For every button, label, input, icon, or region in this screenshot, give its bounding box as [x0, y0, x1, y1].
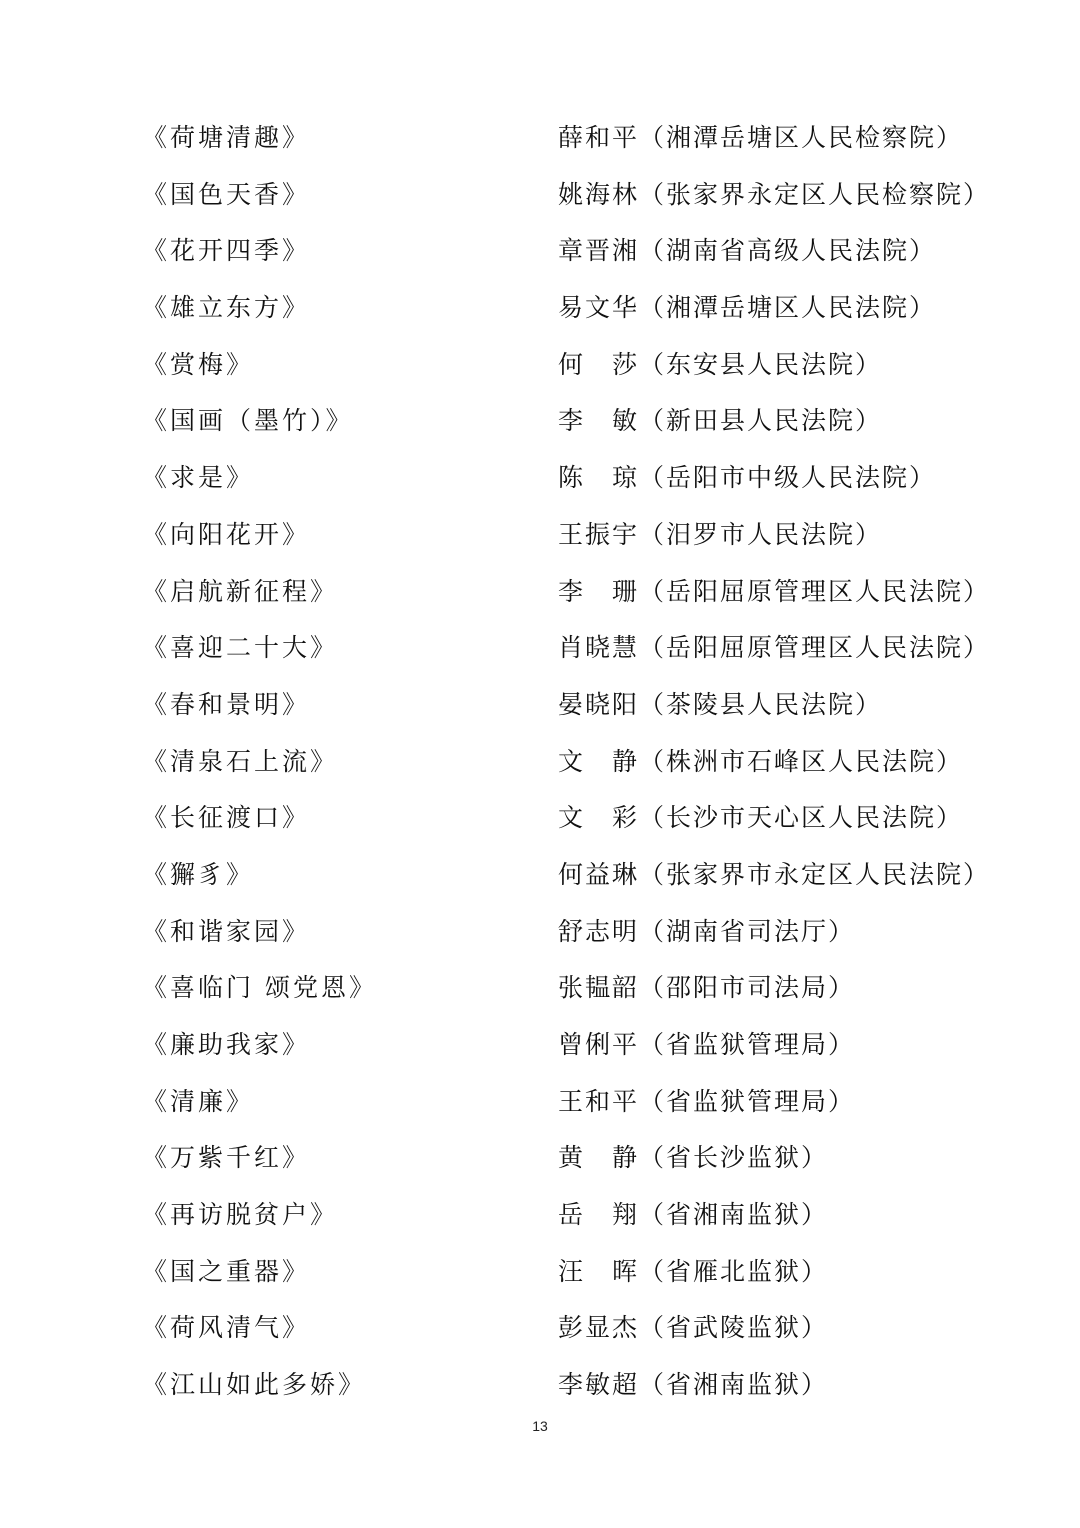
list-item — [0, 1187, 1080, 1244]
entry-author: 文 静（株洲市石峰区人民法院） — [558, 746, 964, 776]
entry-title: 《雄立东方》 — [142, 293, 311, 323]
entry-author: 晏晓阳（茶陵县人民法院） — [558, 689, 883, 719]
list-item — [0, 507, 1080, 564]
list-item — [0, 1017, 1080, 1074]
entry-author: 舒志明（湖南省司法厅） — [558, 916, 856, 946]
list-item — [0, 223, 1080, 280]
page-number: 13 — [532, 1418, 548, 1434]
entry-author: 肖晓慧（岳阳屈原管理区人民法院） — [558, 633, 991, 663]
entry-author: 姚海林（张家界永定区人民检察院） — [558, 179, 991, 209]
list-item — [0, 904, 1080, 961]
entry-title: 《江山如此多娇》 — [142, 1370, 367, 1400]
list-item — [0, 1244, 1080, 1301]
list-item — [0, 167, 1080, 224]
entry-title: 《万紫千红》 — [142, 1143, 311, 1173]
entry-author: 易文华（湘潭岳塘区人民法院） — [558, 293, 937, 323]
list-item — [0, 450, 1080, 507]
entry-title: 《国之重器》 — [142, 1256, 311, 1286]
list-item — [0, 847, 1080, 904]
entry-author: 章晋湘（湖南省高级人民法院） — [558, 236, 937, 266]
entry-author: 汪 晖（省雁北监狱） — [558, 1256, 829, 1286]
list-item — [0, 960, 1080, 1017]
entry-author: 彭显杰（省武陵监狱） — [558, 1313, 829, 1343]
entry-title: 《向阳花开》 — [142, 519, 311, 549]
entry-author: 黄 静（省长沙监狱） — [558, 1143, 829, 1173]
list-item — [0, 1130, 1080, 1187]
entry-title: 《再访脱贫户》 — [142, 1200, 339, 1230]
list-item — [0, 110, 1080, 167]
entry-title: 《赏梅》 — [142, 349, 255, 379]
list-item — [0, 790, 1080, 847]
list-item — [0, 393, 1080, 450]
entry-title: 《长征渡口》 — [142, 803, 311, 833]
entry-author: 陈 琼（岳阳市中级人民法院） — [558, 463, 937, 493]
entry-title: 《清廉》 — [142, 1086, 255, 1116]
entry-title: 《求是》 — [142, 463, 255, 493]
entry-title: 《国色天香》 — [142, 179, 311, 209]
list-item — [0, 677, 1080, 734]
entry-author: 李 敏（新田县人民法院） — [558, 406, 883, 436]
list-item — [0, 564, 1080, 621]
list-item — [0, 337, 1080, 394]
entry-author: 曾俐平（省监狱管理局） — [558, 1030, 856, 1059]
entry-author: 何 莎（东安县人民法院） — [558, 349, 883, 379]
list-item — [0, 1074, 1080, 1131]
entry-title: 《荷风清气》 — [142, 1313, 311, 1343]
entry-author: 何益琳（张家界市永定区人民法院） — [558, 859, 991, 889]
entry-list — [0, 110, 1080, 1414]
entry-title: 《荷塘清趣》 — [142, 123, 311, 152]
entry-author: 岳 翔（省湘南监狱） — [558, 1200, 829, 1230]
entry-title: 《国画（墨竹）》 — [142, 406, 354, 436]
entry-author: 王振宇（汨罗市人民法院） — [558, 519, 883, 549]
entry-title: 《春和景明》 — [142, 689, 311, 719]
list-item — [0, 1357, 1080, 1414]
entry-author: 李敏超（省湘南监狱） — [558, 1370, 829, 1400]
list-item — [0, 734, 1080, 791]
entry-title: 《獬豸》 — [142, 859, 255, 889]
entry-author: 薛和平（湘潭岳塘区人民检察院） — [558, 123, 964, 152]
entry-title: 《喜临门 颂党恩》 — [142, 973, 377, 1003]
list-item — [0, 280, 1080, 337]
entry-author: 王和平（省监狱管理局） — [558, 1086, 856, 1116]
entry-title: 《启航新征程》 — [142, 576, 339, 606]
list-item — [0, 620, 1080, 677]
entry-author: 张韫韶（邵阳市司法局） — [558, 973, 856, 1003]
entry-title: 《和谐家园》 — [142, 916, 311, 946]
entry-author: 李 珊（岳阳屈原管理区人民法院） — [558, 576, 991, 606]
entry-title: 《花开四季》 — [142, 236, 311, 266]
entry-title: 《喜迎二十大》 — [142, 633, 339, 663]
entry-author: 文 彩（长沙市天心区人民法院） — [558, 803, 964, 833]
list-item — [0, 1300, 1080, 1357]
entry-title: 《清泉石上流》 — [142, 746, 339, 776]
entry-title: 《廉助我家》 — [142, 1030, 311, 1059]
